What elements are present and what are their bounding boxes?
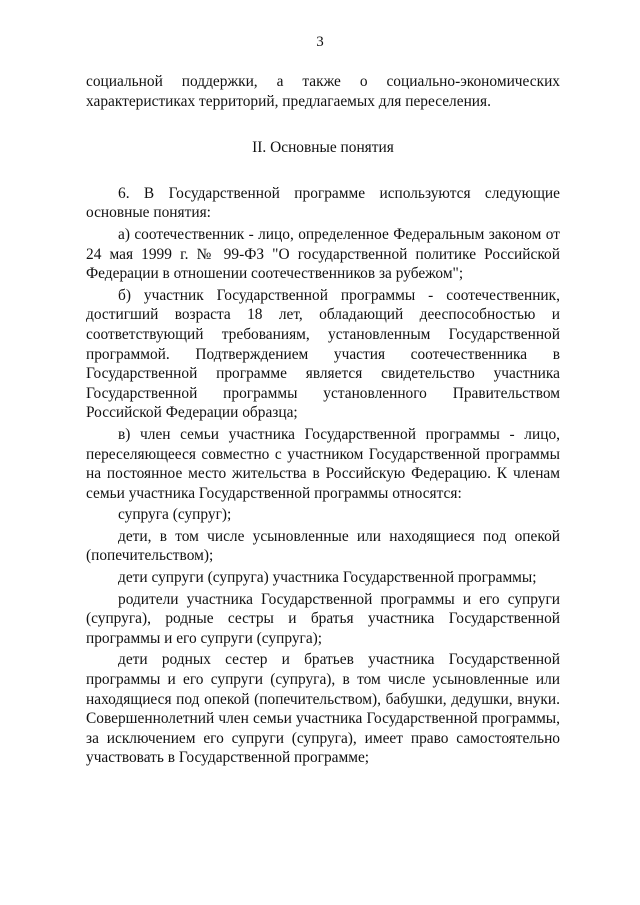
list-item-parents-siblings: родители участника Государственной программы и его супруги (супруга), родные сестры и братья участника Государственной программы и его супруги (супруга); [86,590,560,647]
paragraph-definitions-intro: 6. В Государственной программе используются следующие основные понятия: [86,184,560,222]
list-item-spouse-children: дети супруги (супруга) участника Государственной программы; [118,569,537,587]
list-item-relatives: дети родных сестер и братьев участника Государственной программы и его супруги (супруга), в том числе усыновленные или находящиеся под опекой (попечительством), бабушки, дедушки, внуки. Совершеннолетний член семьи участника Государственной программы, за исключением его супруги (супруга), имеет право самостоятельно участвовать в Государственной программе; [86,651,560,767]
paragraph-compatriot: а) соотечественник - лицо, определенное Федеральным законом от 24 мая 1999 г. № 99-ФЗ "О государственной политике Российской Федерации в отношении соотечественников за рубежом"; [86,225,560,283]
list-item-children: дети, в том числе усыновленные или находящиеся под опекой (попечительством); [86,527,560,565]
paragraph-family-member: в) член семьи участника Государственной программы - лицо, переселяющееся совместно с участником Государственной программы на постоянное место жительства в Российскую Федерацию. К членам семьи участника Государственной программы относятся: [86,425,560,502]
document-body [86,72,560,770]
paragraph-program-participant: б) участник Государственной программы - соотечественник, достигший возраста 18 лет, обладающий дееспособностью и соответствующий требованиям, установленным Государственной программой. Подтверждением участия соотечественника в Государственной программе является свидетельство участника Государственной программы установленного Правительством Российской Федерации образца; [86,286,560,422]
intro-paragraph: социальной поддержки, а также о социально-экономических характеристиках территорий, предлагаемых для переселения. [86,73,560,110]
list-item-spouse: супруга (супруг); [118,506,232,524]
page-number: 3 [316,34,324,50]
section-heading: II. Основные понятия [252,139,394,157]
